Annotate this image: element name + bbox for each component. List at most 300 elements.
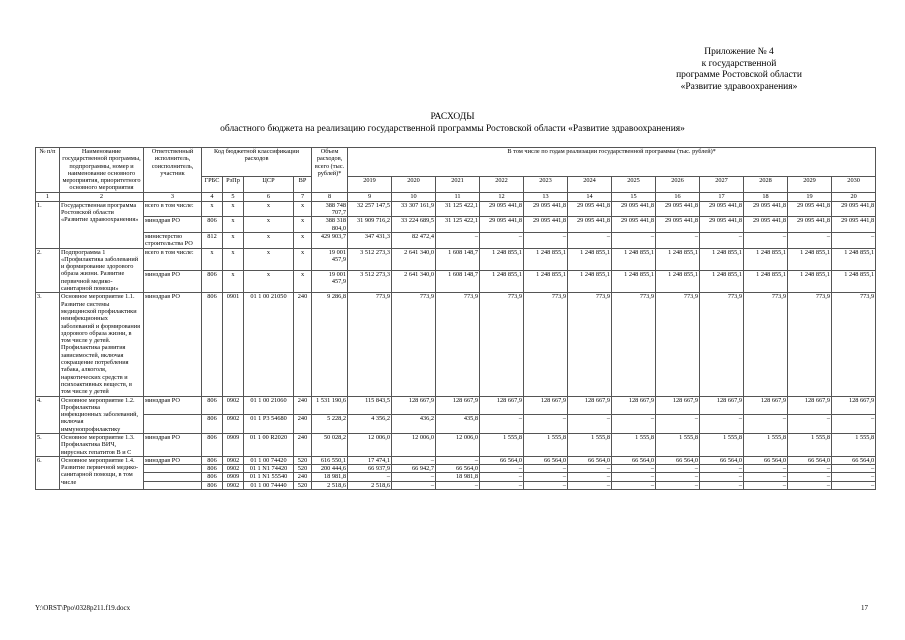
- row-year-value: 29 095 441,8: [612, 217, 656, 233]
- row-year-value: 29 095 441,8: [480, 217, 524, 233]
- header-year: 2028: [744, 177, 788, 193]
- header-year: 2026: [656, 177, 700, 193]
- row-year-value: 773,9: [348, 293, 392, 396]
- row-year-value: –: [524, 473, 568, 481]
- title-subheading: областного бюджета на реализацию государственной программы Ростовской области «Развитие здравоохранения»: [220, 124, 685, 134]
- row-year-value: –: [392, 481, 436, 489]
- row-year-value: 66 564,0: [612, 456, 656, 464]
- row-year-value: 29 095 441,8: [744, 217, 788, 233]
- row-year-value: –: [832, 415, 876, 434]
- row-grbs: 806: [202, 473, 223, 481]
- header-rzpr: РзПр: [223, 177, 244, 193]
- row-year-value: –: [832, 481, 876, 489]
- table-body: [36, 201, 876, 489]
- row-year-value: 33 224 689,5: [392, 217, 436, 233]
- header-name: Наименование государственной программы, подпрограммы, номер и наименование основного мероприятия, приоритетного основного мероприятия: [60, 148, 144, 193]
- row-rzpr: 0909: [223, 473, 244, 481]
- row-volume: 5 228,2: [312, 415, 348, 434]
- table-row: [36, 232, 876, 248]
- row-year-value: –: [744, 415, 788, 434]
- row-year-value: 29 095 441,8: [524, 201, 568, 217]
- row-year-value: 66 564,0: [524, 456, 568, 464]
- row-executor: [144, 473, 202, 481]
- header-year: 2021: [436, 177, 480, 193]
- row-year-value: 3 512 273,3: [348, 270, 392, 292]
- row-year-value: 1 555,8: [788, 433, 832, 456]
- row-year-value: 12 006,0: [436, 433, 480, 456]
- row-year-value: 128 667,9: [568, 396, 612, 415]
- row-year-value: –: [436, 481, 480, 489]
- row-executor: минздрав РО: [144, 270, 202, 292]
- row-year-value: 1 248 855,1: [788, 248, 832, 270]
- row-number: 2.: [36, 248, 60, 293]
- row-year-value: 1 248 855,1: [480, 270, 524, 292]
- row-year-value: 29 095 441,8: [480, 201, 524, 217]
- row-year-value: –: [744, 232, 788, 248]
- row-vr: 240: [294, 473, 312, 481]
- row-year-value: 1 555,8: [832, 433, 876, 456]
- row-year-value: 128 667,9: [480, 396, 524, 415]
- row-year-value: 29 095 441,8: [700, 217, 744, 233]
- row-year-value: 1 248 855,1: [832, 248, 876, 270]
- header-volume: Объем расходов, всего (тыс. рублей)*: [312, 148, 348, 193]
- row-name: Подпрограмма 1 «Профилактика заболеваний и формирование здорового образа жизни. Развитие первичной медико-санитарной помощи»: [60, 248, 144, 293]
- row-year-value: –: [788, 481, 832, 489]
- row-year-value: 773,9: [700, 293, 744, 396]
- row-year-value: 1 248 855,1: [568, 248, 612, 270]
- row-year-value: 29 095 441,8: [788, 201, 832, 217]
- row-name: Основное мероприятие 1.2. Профилактика инфекционных заболеваний, включая иммунопрофилактику: [60, 396, 144, 433]
- header-row-group: [36, 148, 876, 177]
- row-year-value: 32 257 147,5: [348, 201, 392, 217]
- column-number: 20: [832, 192, 876, 201]
- row-csr: 01 1 00 R2020: [244, 433, 294, 456]
- row-year-value: –: [612, 481, 656, 489]
- row-rzpr: х: [223, 232, 244, 248]
- row-year-value: 82 472,4: [392, 232, 436, 248]
- row-year-value: 347 431,3: [348, 232, 392, 248]
- row-volume: 200 444,6: [312, 465, 348, 473]
- row-year-value: 1 555,8: [524, 433, 568, 456]
- row-year-value: –: [612, 415, 656, 434]
- row-year-value: –: [568, 481, 612, 489]
- row-volume: 2 518,6: [312, 481, 348, 489]
- row-year-value: 29 095 441,8: [700, 201, 744, 217]
- header-kbk: Код бюджетной классификации расходов: [202, 148, 312, 177]
- row-number: 1.: [36, 201, 60, 248]
- row-year-value: 773,9: [744, 293, 788, 396]
- column-number: 3: [144, 192, 202, 201]
- row-year-value: –: [832, 465, 876, 473]
- row-year-value: 2 641 340,0: [392, 270, 436, 292]
- row-rzpr: 0902: [223, 415, 244, 434]
- row-year-value: –: [524, 415, 568, 434]
- row-year-value: –: [480, 232, 524, 248]
- row-year-value: 1 248 855,1: [700, 270, 744, 292]
- row-year-value: 1 248 855,1: [744, 248, 788, 270]
- row-year-value: –: [744, 465, 788, 473]
- column-numbers-row: [36, 192, 876, 201]
- column-number: 16: [656, 192, 700, 201]
- appendix-line: программе Ростовской области: [676, 70, 802, 80]
- row-year-value: –: [788, 415, 832, 434]
- column-number: 1: [36, 192, 60, 201]
- column-number: 2: [60, 192, 144, 201]
- row-executor: минздрав РО: [144, 433, 202, 456]
- row-year-value: 29 095 441,8: [832, 217, 876, 233]
- row-year-value: –: [788, 465, 832, 473]
- row-year-value: 1 555,8: [480, 433, 524, 456]
- table-row: [36, 217, 876, 233]
- row-number: 4.: [36, 396, 60, 433]
- row-year-value: 66 564,0: [568, 456, 612, 464]
- row-grbs: 806: [202, 433, 223, 456]
- row-volume: 388 748 707,7: [312, 201, 348, 217]
- row-year-value: 29 095 441,8: [612, 201, 656, 217]
- header-year: 2024: [568, 177, 612, 193]
- row-year-value: –: [480, 473, 524, 481]
- row-year-value: 66 564,0: [656, 456, 700, 464]
- row-year-value: 1 248 855,1: [568, 270, 612, 292]
- row-year-value: 66 564,0: [480, 456, 524, 464]
- row-csr: 01 1 00 21060: [244, 396, 294, 415]
- header-year: 2030: [832, 177, 876, 193]
- row-year-value: 1 248 855,1: [656, 270, 700, 292]
- row-csr: 01 1 P3 54680: [244, 415, 294, 434]
- row-year-value: 31 909 716,2: [348, 217, 392, 233]
- header-year: 2019: [348, 177, 392, 193]
- row-vr: 240: [294, 433, 312, 456]
- row-rzpr: 0902: [223, 481, 244, 489]
- row-year-value: 115 843,5: [348, 396, 392, 415]
- column-number: 10: [392, 192, 436, 201]
- row-volume: 429 903,7: [312, 232, 348, 248]
- row-executor: всего в том числе:: [144, 248, 202, 270]
- row-year-value: –: [832, 473, 876, 481]
- row-year-value: 29 095 441,8: [744, 201, 788, 217]
- table-row: [36, 481, 876, 489]
- header-year: 2023: [524, 177, 568, 193]
- row-year-value: 128 667,9: [744, 396, 788, 415]
- row-rzpr: 0909: [223, 433, 244, 456]
- header-grbs: ГРБС: [202, 177, 223, 193]
- row-csr: 01 1 00 74440: [244, 481, 294, 489]
- row-year-value: 29 095 441,8: [788, 217, 832, 233]
- row-year-value: 1 248 855,1: [524, 270, 568, 292]
- row-year-value: 12 006,0: [348, 433, 392, 456]
- row-year-value: 1 608 148,7: [436, 248, 480, 270]
- row-year-value: 66 564,0: [436, 465, 480, 473]
- row-year-value: –: [700, 465, 744, 473]
- row-rzpr: 0901: [223, 293, 244, 396]
- row-year-value: –: [700, 232, 744, 248]
- table-row: [36, 248, 876, 270]
- row-year-value: –: [392, 456, 436, 464]
- row-grbs: 806: [202, 481, 223, 489]
- row-number: 3.: [36, 293, 60, 396]
- header-year: 2029: [788, 177, 832, 193]
- row-volume: 388 318 804,0: [312, 217, 348, 233]
- appendix-line: Приложение № 4: [704, 47, 774, 57]
- column-number: 7: [294, 192, 312, 201]
- row-year-value: –: [700, 415, 744, 434]
- row-rzpr: х: [223, 217, 244, 233]
- row-year-value: 773,9: [656, 293, 700, 396]
- header-num: № п/п: [36, 148, 60, 193]
- header-year: 2025: [612, 177, 656, 193]
- row-year-value: –: [832, 232, 876, 248]
- row-executor: минздрав РО: [144, 217, 202, 233]
- row-grbs: х: [202, 248, 223, 270]
- row-year-value: 436,2: [392, 415, 436, 434]
- row-year-value: 773,9: [788, 293, 832, 396]
- row-year-value: –: [612, 232, 656, 248]
- row-vr: 520: [294, 465, 312, 473]
- row-year-value: –: [568, 465, 612, 473]
- table-row: [36, 473, 876, 481]
- row-csr: х: [244, 217, 294, 233]
- file-path: Y:\ORST\Ppo\0328p211.f19.docx: [35, 604, 131, 612]
- row-rzpr: х: [223, 248, 244, 270]
- row-year-value: –: [612, 465, 656, 473]
- row-volume: 19 001 457,9: [312, 270, 348, 292]
- row-year-value: 773,9: [612, 293, 656, 396]
- row-rzpr: 0902: [223, 396, 244, 415]
- row-executor: [144, 465, 202, 473]
- header-executor: Ответственный исполнитель, соисполнитель, участник: [144, 148, 202, 193]
- row-year-value: –: [788, 232, 832, 248]
- row-rzpr: 0902: [223, 456, 244, 464]
- row-year-value: –: [656, 481, 700, 489]
- row-year-value: 31 125 422,1: [436, 217, 480, 233]
- table-row: [36, 465, 876, 473]
- row-vr: 520: [294, 481, 312, 489]
- row-year-value: 773,9: [832, 293, 876, 396]
- row-csr: х: [244, 232, 294, 248]
- row-year-value: –: [480, 481, 524, 489]
- row-year-value: 66 564,0: [788, 456, 832, 464]
- page-number: 17: [861, 604, 868, 612]
- row-number: 6.: [36, 456, 60, 489]
- row-year-value: –: [524, 232, 568, 248]
- column-number: 11: [436, 192, 480, 201]
- row-year-value: –: [656, 465, 700, 473]
- row-year-value: 128 667,9: [832, 396, 876, 415]
- column-number: 5: [223, 192, 244, 201]
- row-year-value: –: [656, 415, 700, 434]
- row-name: Основное мероприятие 1.4. Развитие первичной медико-санитарной помощи, в том числе: [60, 456, 144, 489]
- row-year-value: 1 248 855,1: [832, 270, 876, 292]
- row-year-value: 29 095 441,8: [568, 201, 612, 217]
- row-year-value: –: [568, 232, 612, 248]
- row-grbs: 806: [202, 217, 223, 233]
- row-executor: минздрав РО: [144, 293, 202, 396]
- table-row: [36, 201, 876, 217]
- row-name: Государственная программа Ростовской области «Развитие здравоохранения»: [60, 201, 144, 248]
- row-csr: х: [244, 270, 294, 292]
- row-volume: 616 550,1: [312, 456, 348, 464]
- row-year-value: 128 667,9: [656, 396, 700, 415]
- column-number: 9: [348, 192, 392, 201]
- row-year-value: 128 667,9: [524, 396, 568, 415]
- row-year-value: –: [788, 473, 832, 481]
- header-year: 2022: [480, 177, 524, 193]
- row-grbs: 806: [202, 293, 223, 396]
- row-csr: х: [244, 248, 294, 270]
- row-executor: минздрав РО: [144, 396, 202, 415]
- row-year-value: 33 307 161,9: [392, 201, 436, 217]
- row-grbs: 806: [202, 456, 223, 464]
- row-year-value: 29 095 441,8: [656, 217, 700, 233]
- row-volume: 50 028,2: [312, 433, 348, 456]
- row-vr: х: [294, 248, 312, 270]
- row-csr: 01 1 00 74420: [244, 456, 294, 464]
- row-rzpr: х: [223, 201, 244, 217]
- row-year-value: 18 981,8: [436, 473, 480, 481]
- appendix-line: к государственной: [701, 58, 777, 69]
- row-vr: х: [294, 232, 312, 248]
- row-executor: [144, 415, 202, 434]
- row-year-value: 66 937,9: [348, 465, 392, 473]
- column-number: 6: [244, 192, 294, 201]
- row-grbs: х: [202, 201, 223, 217]
- document-title: [0, 111, 905, 135]
- expenses-table: [35, 147, 876, 490]
- table-row: [36, 415, 876, 434]
- column-number: 4: [202, 192, 223, 201]
- row-year-value: 1 608 148,7: [436, 270, 480, 292]
- row-year-value: 1 555,8: [612, 433, 656, 456]
- row-year-value: 1 248 855,1: [744, 270, 788, 292]
- row-year-value: 1 555,8: [656, 433, 700, 456]
- row-year-value: 2 518,6: [348, 481, 392, 489]
- row-year-value: –: [656, 232, 700, 248]
- row-executor: [144, 481, 202, 489]
- row-year-value: 773,9: [436, 293, 480, 396]
- table-row: [36, 433, 876, 456]
- row-csr: 01 1 00 21050: [244, 293, 294, 396]
- row-year-value: –: [392, 473, 436, 481]
- row-year-value: 773,9: [524, 293, 568, 396]
- appendix-line: «Развитие здравоохранения»: [680, 81, 798, 92]
- row-year-value: 66 564,0: [832, 456, 876, 464]
- row-vr: х: [294, 217, 312, 233]
- row-year-value: 2 641 340,0: [392, 248, 436, 270]
- row-vr: х: [294, 270, 312, 292]
- row-grbs: 806: [202, 415, 223, 434]
- row-year-value: –: [744, 473, 788, 481]
- row-volume: 9 286,8: [312, 293, 348, 396]
- row-vr: х: [294, 201, 312, 217]
- row-year-value: –: [612, 473, 656, 481]
- row-year-value: 1 248 855,1: [612, 248, 656, 270]
- row-year-value: 773,9: [392, 293, 436, 396]
- row-year-value: 4 356,2: [348, 415, 392, 434]
- row-year-value: 66 564,0: [700, 456, 744, 464]
- row-number: 5.: [36, 433, 60, 456]
- row-year-value: –: [744, 481, 788, 489]
- column-number: 17: [700, 192, 744, 201]
- row-year-value: 1 248 855,1: [788, 270, 832, 292]
- row-year-value: –: [480, 465, 524, 473]
- row-year-value: –: [436, 232, 480, 248]
- row-year-value: 128 667,9: [392, 396, 436, 415]
- row-year-value: 29 095 441,8: [832, 201, 876, 217]
- table-row: [36, 456, 876, 464]
- row-year-value: 128 667,9: [700, 396, 744, 415]
- row-year-value: 12 006,0: [392, 433, 436, 456]
- row-executor: всего в том числе:: [144, 201, 202, 217]
- column-number: 8: [312, 192, 348, 201]
- row-executor: минздрав РО: [144, 456, 202, 464]
- row-csr: х: [244, 201, 294, 217]
- row-year-value: –: [480, 415, 524, 434]
- row-year-value: 66 564,0: [744, 456, 788, 464]
- row-year-value: 1 555,8: [744, 433, 788, 456]
- header-years-group: В том числе по годам реализации государственной программы (тыс. рублей)*: [348, 148, 876, 177]
- row-year-value: 31 125 422,1: [436, 201, 480, 217]
- row-vr: 240: [294, 396, 312, 415]
- row-volume: 19 001 457,9: [312, 248, 348, 270]
- row-grbs: 812: [202, 232, 223, 248]
- row-year-value: 128 667,9: [788, 396, 832, 415]
- row-year-value: 29 095 441,8: [568, 217, 612, 233]
- row-executor: министерство строительства РО: [144, 232, 202, 248]
- column-number: 18: [744, 192, 788, 201]
- row-year-value: 773,9: [480, 293, 524, 396]
- row-csr: 01 1 N1 55540: [244, 473, 294, 481]
- row-year-value: –: [700, 481, 744, 489]
- header-year: 2027: [700, 177, 744, 193]
- row-year-value: 1 555,8: [700, 433, 744, 456]
- column-number: 15: [612, 192, 656, 201]
- header-year: 2020: [392, 177, 436, 193]
- row-rzpr: х: [223, 270, 244, 292]
- row-grbs: 806: [202, 270, 223, 292]
- column-number: 13: [524, 192, 568, 201]
- row-name: Основное мероприятие 1.3. Профилактика ВИЧ, вирусных гепатитов В и С: [60, 433, 144, 456]
- column-number: 19: [788, 192, 832, 201]
- row-year-value: 1 248 855,1: [480, 248, 524, 270]
- row-year-value: –: [568, 415, 612, 434]
- table-row: [36, 396, 876, 415]
- row-grbs: 806: [202, 465, 223, 473]
- row-year-value: –: [524, 465, 568, 473]
- column-number: 12: [480, 192, 524, 201]
- row-year-value: 29 095 441,8: [524, 217, 568, 233]
- table-row: [36, 270, 876, 292]
- row-year-value: 1 248 855,1: [524, 248, 568, 270]
- row-year-value: 29 095 441,8: [656, 201, 700, 217]
- row-year-value: 1 555,8: [568, 433, 612, 456]
- row-vr: 240: [294, 415, 312, 434]
- row-year-value: 3 512 273,3: [348, 248, 392, 270]
- row-year-value: –: [568, 473, 612, 481]
- row-vr: 520: [294, 456, 312, 464]
- header-vr: ВР: [294, 177, 312, 193]
- row-year-value: 17 474,1: [348, 456, 392, 464]
- row-year-value: –: [700, 473, 744, 481]
- row-year-value: 66 942,7: [392, 465, 436, 473]
- row-vr: 240: [294, 293, 312, 396]
- header-csr: ЦСР: [244, 177, 294, 193]
- row-year-value: 1 248 855,1: [656, 248, 700, 270]
- row-year-value: 128 667,9: [436, 396, 480, 415]
- row-rzpr: 0902: [223, 465, 244, 473]
- row-year-value: –: [524, 481, 568, 489]
- row-year-value: –: [656, 473, 700, 481]
- row-grbs: 806: [202, 396, 223, 415]
